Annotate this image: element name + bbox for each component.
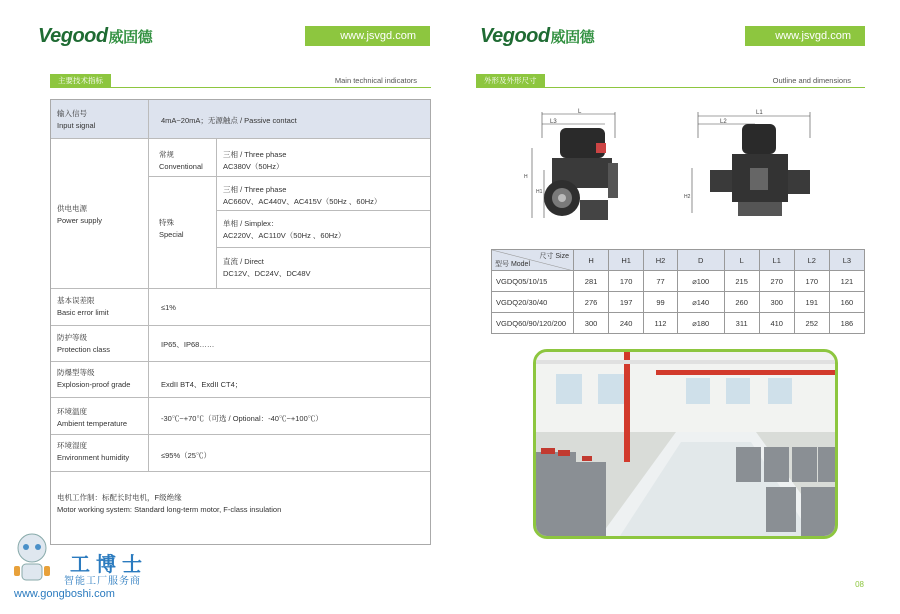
table-cell: 191 <box>794 292 829 313</box>
dim-label-h: H <box>524 174 528 180</box>
table-row: 防爆型等级 Explosion-proof grade ExdII BT4、ExdII CT4； <box>51 362 430 398</box>
dim-label-l1: L1 <box>756 110 763 116</box>
column-header: L <box>724 250 759 271</box>
table-corner-cell: 尺寸 Size 型号 Model <box>492 250 574 271</box>
table-row: 环境温度 Ambient temperature -30℃~+70℃（可选 / Optional：-40℃~+100℃） <box>51 398 430 435</box>
column-header: L1 <box>759 250 794 271</box>
table-cell: 311 <box>724 313 759 334</box>
brand-logo-right: Vegood威固德 <box>480 25 595 47</box>
table-cell: 281 <box>574 271 609 292</box>
outline-drawing <box>520 108 850 240</box>
table-cell: 121 <box>829 271 864 292</box>
dim-label-l3: L3 <box>550 119 557 125</box>
robot-mascot-icon <box>8 530 60 586</box>
table-cell: 276 <box>574 292 609 313</box>
column-header: H1 <box>609 250 644 271</box>
section-header-right: 外形及外形尺寸 Outline and dimensions <box>476 74 865 88</box>
table-row: 输入信号 Input signal 4mA~20mA；无源触点 / Passive contact <box>51 100 430 139</box>
column-header: H2 <box>644 250 678 271</box>
dim-label-h2: H2 <box>684 194 691 200</box>
table-cell: 112 <box>644 313 678 334</box>
table-cell: 99 <box>644 292 678 313</box>
table-row: 防护等级 Protection class IP65、IP68…… <box>51 326 430 362</box>
dim-label-l2: L2 <box>720 119 727 125</box>
page-number: 08 <box>855 580 864 589</box>
table-row: 环境湿度 Environment humidity ≤95%（25℃） <box>51 435 430 472</box>
table-cell: ⌀140 <box>677 292 724 313</box>
table-cell: 410 <box>759 313 794 334</box>
table-cell: 300 <box>574 313 609 334</box>
spec-table <box>50 99 431 545</box>
column-header: H <box>574 250 609 271</box>
table-row <box>492 313 865 334</box>
dim-label-h1: H1 <box>536 189 543 195</box>
table-row: 电机工作制：标配长时电机，F级绝缘 Motor working system: Standard long-term motor, F-class insulation <box>57 493 282 514</box>
table-cell: 77 <box>644 271 678 292</box>
table-cell: 240 <box>609 313 644 334</box>
model-cell: VGDQ20/30/40 <box>492 292 574 313</box>
table-row: 供电电源 Power supply 常规 Conventional 三相 / Three phase AC380V（50Hz） 特殊 Special 三相 / Three phase AC660V、AC440V、AC415V（50Hz 、60Hz） 单相 / Simplex： AC220V、AC110V（50Hz 、60Hz） 直流 / Direct DC12V、DC24V、DC48V <box>51 139 430 289</box>
column-header: D <box>677 250 724 271</box>
section-header-left: 主要技术指标 Main technical indicators <box>50 74 431 88</box>
table-cell: 270 <box>759 271 794 292</box>
model-cell: VGDQ60/90/120/200 <box>492 313 574 334</box>
actuator-side-view <box>710 124 810 216</box>
model-cell: VGDQ05/10/15 <box>492 271 574 292</box>
brand-logo-left: Vegood威固德 <box>38 25 153 47</box>
table-cell: 197 <box>609 292 644 313</box>
table-cell: 170 <box>794 271 829 292</box>
table-cell: 260 <box>724 292 759 313</box>
table-cell: ⌀180 <box>677 313 724 334</box>
factory-photo <box>533 349 838 539</box>
watermark: 工博士 智能工厂服务商 www.gongboshi.com <box>8 530 168 610</box>
actuator-front-view <box>544 128 618 220</box>
website-url-right[interactable]: www.jsvgd.com <box>745 26 865 46</box>
table-row <box>492 292 865 313</box>
table-cell: 160 <box>829 292 864 313</box>
column-header: L2 <box>794 250 829 271</box>
column-header: L3 <box>829 250 864 271</box>
table-row: 基本误差限 Basic error limit ≤1% <box>51 289 430 326</box>
table-cell: 252 <box>794 313 829 334</box>
table-cell: 170 <box>609 271 644 292</box>
dim-label-l: L <box>578 109 582 115</box>
table-row <box>492 271 865 292</box>
dimension-table <box>491 249 865 334</box>
table-cell: 215 <box>724 271 759 292</box>
website-url-left[interactable]: www.jsvgd.com <box>305 26 430 46</box>
table-cell: 186 <box>829 313 864 334</box>
table-cell: ⌀100 <box>677 271 724 292</box>
table-cell: 300 <box>759 292 794 313</box>
